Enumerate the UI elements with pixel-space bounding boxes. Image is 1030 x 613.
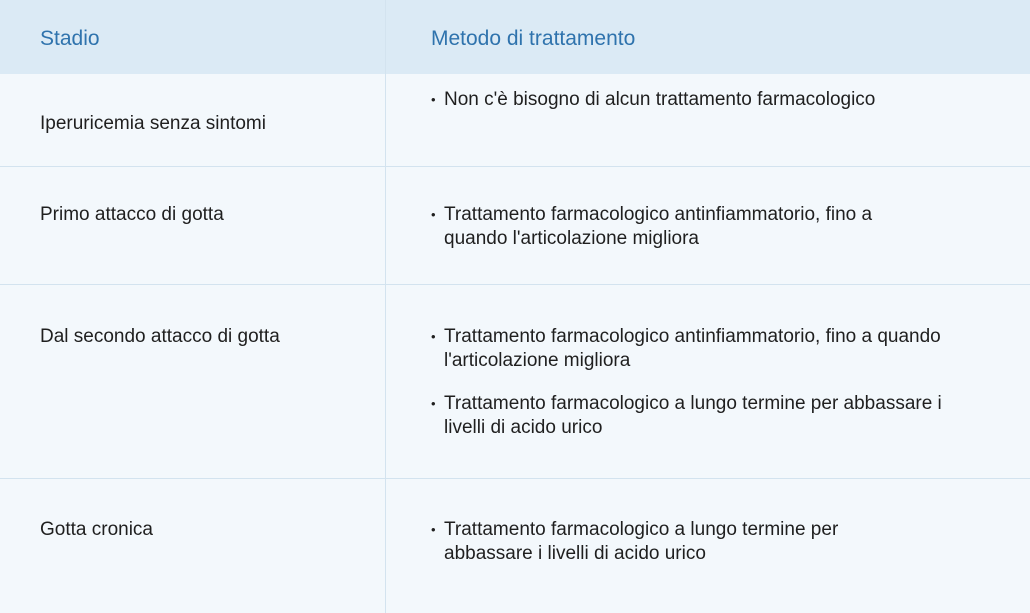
bullet-icon: • (431, 396, 436, 411)
treatment-cell (431, 203, 931, 270)
treatment-cell (431, 518, 911, 585)
list-item (431, 203, 931, 251)
header-treatment: Metodo di trattamento (431, 27, 636, 50)
row-divider (0, 478, 1030, 479)
stage-cell: Dal secondo attacco di gotta (40, 326, 280, 347)
bullet-icon: • (431, 329, 436, 344)
column-divider (385, 0, 386, 613)
stage-cell: Iperuricemia senza sintomi (40, 113, 266, 134)
header-stage: Stadio (40, 27, 100, 50)
row-divider (0, 284, 1030, 285)
table-header (0, 0, 1030, 74)
bullet-icon: • (431, 92, 436, 107)
stage-cell: Primo attacco di gotta (40, 204, 224, 225)
stage-cell: Gotta cronica (40, 519, 153, 540)
list-item (431, 518, 911, 566)
bullet-icon: • (431, 207, 436, 222)
treatment-cell (431, 325, 951, 459)
list-item (431, 325, 951, 373)
treatment-text: Non c'è bisogno di alcun trattamento farmacologico (444, 89, 876, 110)
list-item (431, 392, 951, 440)
row-divider (0, 166, 1030, 167)
list-item (431, 88, 991, 112)
treatment-text: Trattamento farmacologico a lungo termine per abbassare i livelli di acido urico (444, 519, 839, 564)
treatment-text: Trattamento farmacologico antinfiammatorio, fino a quando l'articolazione migliora (444, 204, 873, 249)
treatment-cell (431, 88, 991, 131)
treatment-text: Trattamento farmacologico antinfiammatorio, fino a quando l'articolazione migliora (444, 326, 941, 371)
treatment-text: Trattamento farmacologico a lungo termine per abbassare i livelli di acido urico (444, 393, 942, 438)
bullet-icon: • (431, 522, 436, 537)
